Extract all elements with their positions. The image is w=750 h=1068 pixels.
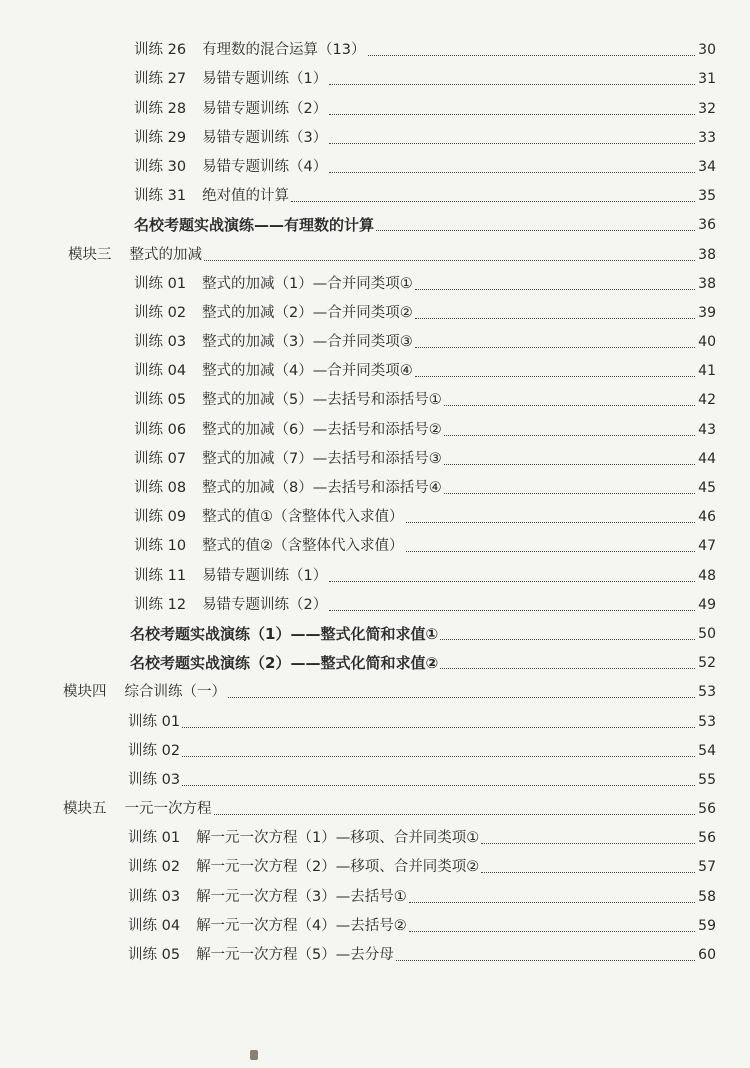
toc-page-number: 43 (698, 421, 716, 438)
toc-training-row (0, 409, 750, 438)
toc-entry-code: 训练 27 (134, 71, 187, 88)
table-of-contents (0, 30, 750, 964)
toc-training-row (0, 526, 750, 555)
toc-training-row (0, 380, 750, 409)
dot-leader (329, 84, 695, 85)
toc-page-number: 46 (698, 509, 716, 526)
toc-page-number: 55 (698, 771, 716, 788)
toc-page-number: 59 (698, 917, 716, 934)
dot-leader (415, 318, 695, 319)
dot-leader (440, 668, 695, 669)
toc-training-row (0, 555, 750, 584)
toc-training-row (0, 935, 750, 964)
toc-entry-code: 训练 26 (134, 42, 187, 59)
dot-leader (415, 289, 695, 290)
toc-page-number: 53 (698, 684, 716, 701)
toc-page-number: 41 (698, 363, 716, 380)
toc-page-number: 47 (698, 538, 716, 555)
toc-entry-title: 易错专题训练（1） (202, 567, 328, 584)
toc-entry-title: 名校考题实战演练——有理数的计算 (134, 216, 375, 235)
toc-page-number: 30 (698, 42, 716, 59)
toc-entry-code: 训练 03 (128, 771, 181, 788)
toc-entry-title: 解一元一次方程（5）—去分母 (196, 947, 394, 963)
toc-page-number: 40 (698, 334, 716, 351)
toc-entry-title: 整式的加减（4）—合并同类项④ (202, 363, 413, 380)
toc-page-number: 45 (698, 480, 716, 496)
toc-entry-code: 训练 11 (134, 567, 187, 584)
toc-training-row (0, 847, 750, 876)
toc-training-row (0, 118, 750, 147)
toc-entry-title: 整式的加减（8）—去括号和添括号④ (202, 480, 442, 496)
toc-page-number: 34 (698, 158, 716, 175)
paper-speck (250, 1050, 258, 1060)
toc-entry-code: 训练 05 (134, 392, 187, 409)
toc-training-row (0, 59, 750, 88)
toc-page-number: 42 (698, 392, 716, 409)
dot-leader (329, 114, 695, 115)
toc-page-number: 36 (698, 217, 716, 234)
dot-leader (376, 230, 695, 231)
toc-entry-code: 训练 04 (134, 363, 187, 380)
toc-page-number: 52 (698, 655, 716, 672)
toc-entry-code: 训练 01 (128, 713, 181, 730)
toc-entry-title: 解一元一次方程（2）—移项、合并同类项② (196, 859, 480, 876)
toc-entry-code: 训练 30 (134, 158, 187, 175)
toc-page-number: 53 (698, 713, 716, 730)
toc-entry-code: 训练 04 (128, 917, 181, 934)
dot-leader (444, 493, 695, 494)
toc-entry-code: 训练 29 (134, 129, 187, 146)
toc-training-row (0, 30, 750, 59)
toc-page-number: 33 (698, 129, 716, 146)
toc-entry-title: 一元一次方程 (124, 801, 212, 818)
toc-entry-title: 绝对值的计算 (202, 188, 290, 205)
dot-leader (329, 610, 695, 611)
toc-page-number: 48 (698, 567, 716, 584)
toc-training-row (0, 88, 750, 117)
toc-training-row (0, 818, 750, 847)
dot-leader (409, 902, 695, 903)
dot-leader (182, 785, 695, 786)
toc-entry-code: 训练 12 (134, 596, 187, 613)
toc-entry-title: 易错专题训练（4） (202, 158, 328, 175)
toc-entry-title: 名校考题实战演练（1）——整式化简和求值① (130, 624, 439, 643)
toc-training-row (0, 293, 750, 322)
toc-entry-code: 训练 06 (134, 421, 187, 438)
toc-entry-title: 整式的加减（7）—去括号和添括号③ (202, 450, 442, 467)
toc-entry-code: 模块五 (63, 801, 107, 818)
dot-leader (182, 756, 695, 757)
toc-training-row (0, 701, 750, 730)
toc-entry-code: 训练 09 (134, 509, 187, 526)
toc-entry-code: 训练 03 (128, 888, 181, 905)
dot-leader (396, 960, 695, 961)
dot-leader (406, 551, 696, 552)
toc-exam-row (0, 205, 750, 234)
toc-entry-title: 易错专题训练（2） (202, 100, 328, 117)
toc-page-number: 38 (698, 275, 716, 292)
toc-page-number: 35 (698, 188, 716, 205)
toc-module-row (0, 789, 750, 818)
toc-page-number: 50 (698, 625, 716, 642)
toc-entry-code: 训练 02 (128, 859, 181, 876)
toc-page-number: 49 (698, 596, 716, 613)
dot-leader (329, 172, 695, 173)
toc-entry-code: 训练 05 (128, 947, 181, 963)
toc-entry-title: 易错专题训练（3） (202, 129, 328, 146)
toc-page-number: 44 (698, 450, 716, 467)
toc-training-row (0, 439, 750, 468)
toc-page-number: 32 (698, 100, 716, 117)
toc-training-row (0, 264, 750, 293)
toc-entry-code: 模块四 (63, 684, 107, 701)
toc-entry-title: 解一元一次方程（1）—移项、合并同类项① (196, 830, 480, 847)
toc-entry-title: 易错专题训练（1） (202, 71, 328, 88)
toc-entry-title: 综合训练（一） (124, 684, 226, 701)
dot-leader (444, 405, 695, 406)
toc-entry-code: 训练 02 (128, 742, 181, 759)
toc-page-number: 58 (698, 888, 716, 905)
toc-entry-code: 训练 10 (134, 538, 187, 555)
toc-page-number: 38 (698, 246, 716, 263)
toc-module-row (0, 672, 750, 701)
dot-leader (291, 201, 695, 202)
dot-leader (329, 143, 695, 144)
dot-leader (406, 522, 696, 523)
toc-entry-title: 整式的值②（含整体代入求值） (202, 538, 404, 555)
dot-leader (214, 814, 696, 815)
toc-page-number: 31 (698, 71, 716, 88)
toc-entry-title: 整式的加减（1）—合并同类项① (202, 275, 413, 292)
toc-entry-code: 训练 01 (134, 275, 187, 292)
toc-training-row (0, 351, 750, 380)
toc-training-row (0, 176, 750, 205)
toc-page-number: 56 (698, 830, 716, 847)
toc-entry-code: 模块三 (68, 246, 112, 263)
toc-entry-code: 训练 03 (134, 334, 187, 351)
dot-leader (228, 697, 695, 698)
toc-training-row (0, 468, 750, 497)
toc-entry-title: 整式的加减（5）—去括号和添括号① (202, 392, 442, 409)
dot-leader (415, 376, 695, 377)
toc-page-number: 56 (698, 801, 716, 818)
toc-entry-title: 解一元一次方程（3）—去括号① (196, 888, 407, 905)
toc-entry-code: 训练 07 (134, 450, 187, 467)
toc-page-number: 39 (698, 304, 716, 321)
toc-entry-code: 训练 02 (134, 304, 187, 321)
toc-entry-title: 有理数的混合运算（13） (202, 42, 366, 59)
toc-entry-code: 训练 31 (134, 188, 187, 205)
toc-training-row (0, 322, 750, 351)
toc-page-number: 54 (698, 742, 716, 759)
dot-leader (368, 55, 696, 56)
toc-entry-code: 训练 08 (134, 480, 187, 496)
toc-entry-title: 名校考题实战演练（2）——整式化简和求值② (130, 654, 439, 673)
dot-leader (481, 843, 695, 844)
toc-entry-code: 训练 28 (134, 100, 187, 117)
toc-training-row (0, 147, 750, 176)
toc-entry-title: 整式的值①（含整体代入求值） (202, 509, 404, 526)
toc-exam-row (0, 614, 750, 643)
toc-entry-title: 易错专题训练（2） (202, 596, 328, 613)
dot-leader (444, 464, 695, 465)
toc-entry-title: 整式的加减（2）—合并同类项② (202, 304, 413, 321)
toc-entry-title: 解一元一次方程（4）—去括号② (196, 917, 407, 934)
dot-leader (204, 260, 695, 261)
toc-entry-title: 整式的加减（6）—去括号和添括号② (202, 421, 442, 438)
dot-leader (182, 727, 695, 728)
toc-exam-row (0, 643, 750, 672)
toc-module-row (0, 234, 750, 263)
toc-entry-title: 整式的加减 (129, 246, 202, 263)
toc-training-row (0, 906, 750, 935)
dot-leader (440, 639, 695, 640)
toc-page-number: 57 (698, 859, 716, 876)
toc-training-row (0, 876, 750, 905)
dot-leader (415, 347, 695, 348)
toc-entry-title: 整式的加减（3）—合并同类项③ (202, 334, 413, 351)
toc-training-row (0, 760, 750, 789)
toc-training-row (0, 497, 750, 526)
toc-training-row (0, 585, 750, 614)
toc-training-row (0, 731, 750, 760)
dot-leader (329, 581, 695, 582)
toc-entry-code: 训练 01 (128, 830, 181, 847)
dot-leader (481, 872, 695, 873)
dot-leader (444, 435, 695, 436)
toc-page-number: 60 (698, 947, 716, 963)
dot-leader (409, 931, 695, 932)
